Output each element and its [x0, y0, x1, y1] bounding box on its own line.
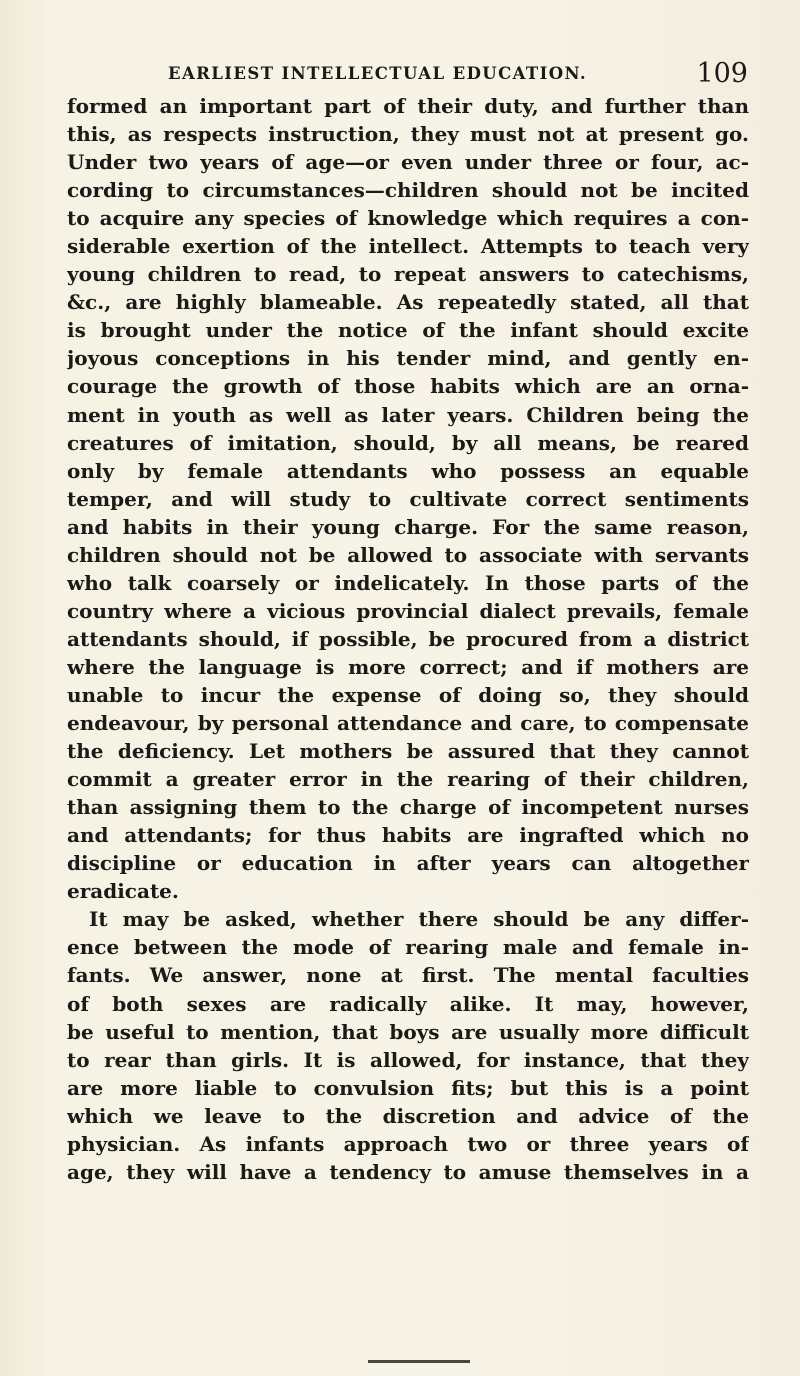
text-line: which we leave to the discretion and advice of the — [67, 1103, 749, 1128]
text-line: and habits in their young charge. For the same reason, — [67, 514, 749, 539]
text-line: the deficiency. Let mothers be assured that they cannot — [67, 739, 749, 764]
text-line: who talk coarsely or indelicately. In those parts of the — [67, 570, 749, 595]
text-line: are more liable to convulsion fits; but this is a point — [67, 1075, 749, 1100]
text-line: only by female attendants who possess an equable — [67, 458, 749, 483]
text-line: of both sexes are radically alike. It may, however, — [67, 991, 749, 1016]
text-line: courage the growth of those habits which are an orna- — [67, 374, 749, 399]
page-number: 109 — [696, 58, 748, 89]
text-line: ment in youth as well as later years. Children being the — [67, 402, 749, 427]
text-line: children should not be allowed to associate with servants — [67, 542, 749, 567]
text-line: country where a vicious provincial dialect prevails, female — [67, 598, 749, 623]
text-line: fants. We answer, none at first. The mental faculties — [67, 963, 749, 988]
text-line: this, as respects instruction, they must not at present go. — [67, 122, 749, 147]
text-line: ence between the mode of rearing male and female in- — [67, 935, 749, 960]
text-line: endeavour, by personal attendance and care, to compensate — [67, 711, 749, 736]
text-line: than assigning them to the charge of incompetent nurses — [67, 795, 749, 820]
text-line: to acquire any species of knowledge which requires a con- — [67, 206, 749, 231]
text-line: Under two years of age—or even under three or four, ac- — [67, 150, 749, 175]
text-line: discipline or education in after years can altogether — [67, 851, 749, 876]
text-line: where the language is more correct; and if mothers are — [67, 654, 749, 679]
text-line: age, they will have a tendency to amuse themselves in a — [67, 1159, 749, 1184]
text-line: young children to read, to repeat answers to catechisms, — [67, 262, 749, 287]
text-line: to rear than girls. It is allowed, for instance, that they — [67, 1047, 749, 1072]
text-line: formed an important part of their duty, and further than — [67, 94, 749, 118]
text-line: is brought under the notice of the infant should excite — [67, 318, 749, 343]
text-line: joyous conceptions in his tender mind, and gently en- — [67, 346, 749, 371]
text-line: temper, and will study to cultivate correct sentiments — [67, 486, 749, 511]
paragraph-start-line: It may be asked, whether there should be any differ- — [89, 907, 749, 932]
text-line: and attendants; for thus habits are ingrafted which no — [67, 823, 749, 848]
text-line: siderable exertion of the intellect. Attempts to teach very — [67, 234, 749, 259]
running-title: EARLIEST INTELLECTUAL EDUCATION. — [168, 64, 588, 83]
running-head — [168, 58, 748, 92]
text-line: &c., are highly blameable. As repeatedly stated, all that — [67, 290, 749, 315]
text-line: creatures of imitation, should, by all means, be reared — [67, 430, 749, 455]
text-line: commit a greater error in the rearing of their children, — [67, 767, 749, 792]
text-line: unable to incur the expense of doing so, they should — [67, 682, 749, 707]
text-line: physician. As infants approach two or three years of — [67, 1131, 749, 1156]
text-line: attendants should, if possible, be procured from a district — [67, 626, 749, 651]
body-text — [67, 92, 749, 1186]
text-line: eradicate. — [67, 879, 179, 904]
bottom-divider — [368, 1360, 470, 1363]
text-line: be useful to mention, that boys are usually more difficult — [67, 1019, 749, 1044]
text-line: cording to circumstances—children should not be incited — [67, 178, 749, 203]
